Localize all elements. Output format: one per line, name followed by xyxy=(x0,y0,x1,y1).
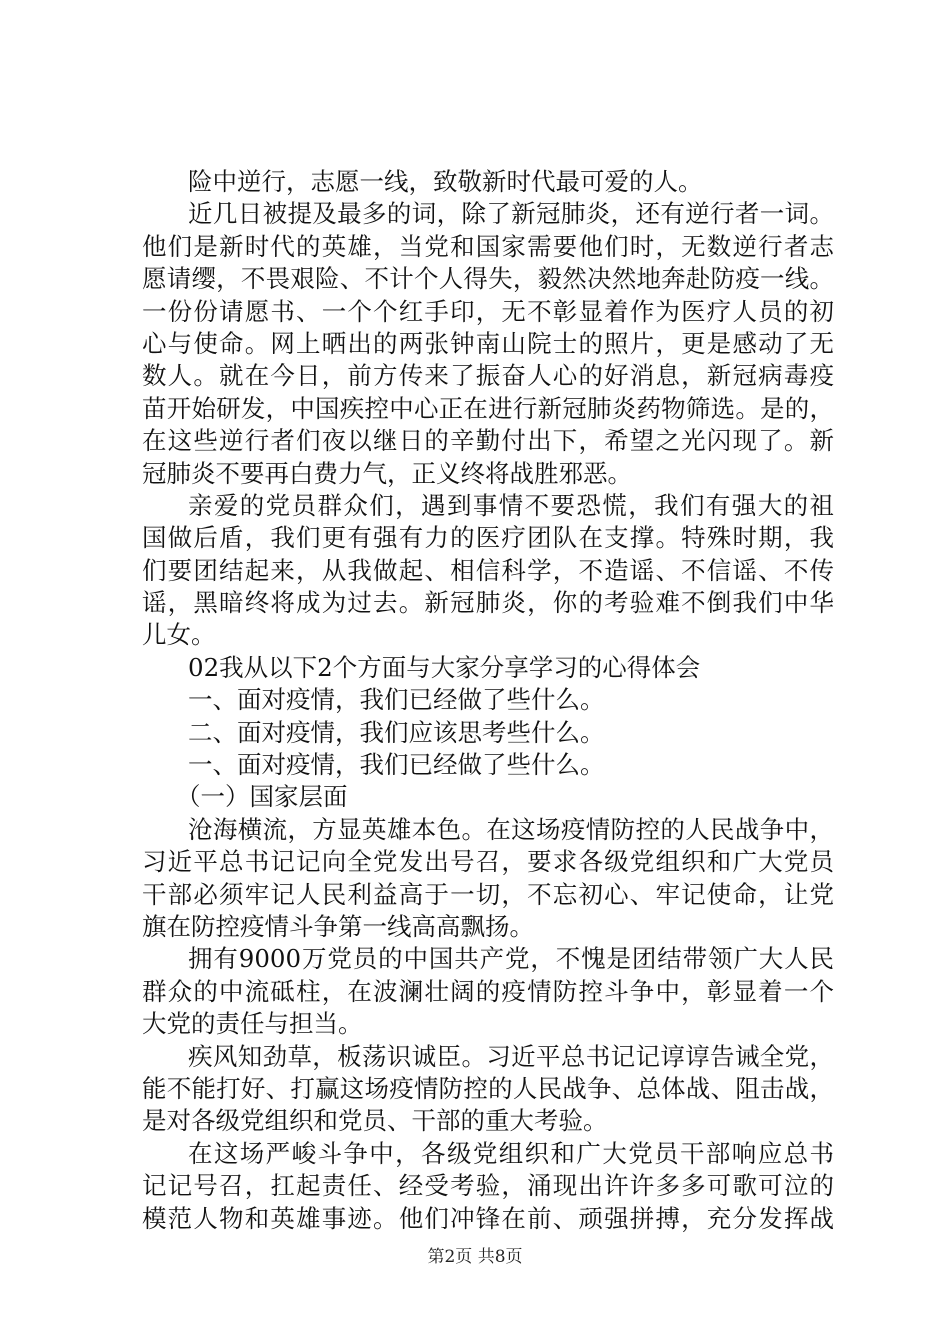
page-footer: 第2页 共8页 xyxy=(427,1247,523,1267)
text-line: 儿女。 xyxy=(142,620,216,650)
text-line: 谣，黑暗终将成为过去。新冠肺炎，你的考验难不倒我们中华 xyxy=(142,588,834,618)
text-line: 干部必须牢记人民利益高于一切，不忘初心、牢记使命，让党 xyxy=(142,879,834,909)
text-line: 能不能打好、打赢这场疫情防控的人民战争、总体战、阻击战， xyxy=(142,1073,834,1103)
text-line: 冠肺炎不要再白费力气，正义终将战胜邪恶。 xyxy=(142,458,632,488)
text-line: 旗在防控疫情斗争第一线高高飘扬。 xyxy=(142,911,534,941)
text-line: 疾风知劲草，板荡识诚臣。习近平总书记记谆谆告诫全党， xyxy=(188,1041,834,1071)
text-line: 02我从以下2个方面与大家分享学习的心得体会 xyxy=(188,652,701,682)
text-line: 愿请缨，不畏艰险、不计个人得失，毅然决然地奔赴防疫一线。 xyxy=(142,264,834,294)
text-line: 一、面对疫情，我们已经做了些什么。 xyxy=(188,750,605,780)
text-line: 们要团结起来，从我做起、相信科学，不造谣、不信谣、不传 xyxy=(142,555,834,585)
body-text xyxy=(142,166,834,1235)
text-line: （一）国家层面 xyxy=(176,782,348,812)
text-line: 二、面对疫情，我们应该思考些什么。 xyxy=(188,717,605,747)
text-line: 一、面对疫情，我们已经做了些什么。 xyxy=(188,685,605,715)
text-line: 亲爱的党员群众们，遇到事情不要恐慌，我们有强大的祖 xyxy=(188,490,834,520)
text-line: 群众的中流砥柱，在波澜壮阔的疫情防控斗争中，彰显着一个 xyxy=(142,976,834,1006)
text-line: 险中逆行，志愿一线，致敬新时代最可爱的人。 xyxy=(188,167,703,196)
text-line: 国做后盾，我们更有强有力的医疗团队在支撑。特殊时期，我 xyxy=(142,523,834,553)
text-line: 苗开始研发，中国疾控中心正在进行新冠肺炎药物筛选。是的， xyxy=(142,393,834,423)
text-line: 习近平总书记记向全党发出号召，要求各级党组织和广大党员 xyxy=(142,847,834,877)
text-line: 沧海横流，方显英雄本色。在这场疫情防控的人民战争中， xyxy=(188,814,834,844)
text-line: 在这场严峻斗争中，各级党组织和广大党员干部响应总书 xyxy=(188,1138,834,1168)
text-line: 在这些逆行者们夜以继日的辛勤付出下，希望之光闪现了。新 xyxy=(142,426,834,456)
text-line: 心与使命。网上晒出的两张钟南山院士的照片，更是感动了无 xyxy=(142,328,834,358)
text-line: 记记号召，扛起责任、经受考验，涌现出许许多多可歌可泣的 xyxy=(142,1171,834,1201)
text-line: 数人。就在今日，前方传来了振奋人心的好消息，新冠病毒疫 xyxy=(142,361,834,391)
text-line: 是对各级党组织和党员、干部的重大考验。 xyxy=(142,1106,608,1136)
text-line: 模范人物和英雄事迹。他们冲锋在前、顽强拼搏，充分发挥战 xyxy=(142,1203,834,1233)
text-line: 近几日被提及最多的词，除了新冠肺炎，还有逆行者一词。 xyxy=(188,199,834,229)
text-line: 他们是新时代的英雄，当党和国家需要他们时，无数逆行者志 xyxy=(142,231,834,261)
text-line: 大党的责任与担当。 xyxy=(142,1009,363,1039)
text-line: 一份份请愿书、一个个红手印，无不彰显着作为医疗人员的初 xyxy=(142,296,834,326)
text-line: 拥有9000万党员的中国共产党，不愧是团结带领广大人民 xyxy=(188,944,834,974)
